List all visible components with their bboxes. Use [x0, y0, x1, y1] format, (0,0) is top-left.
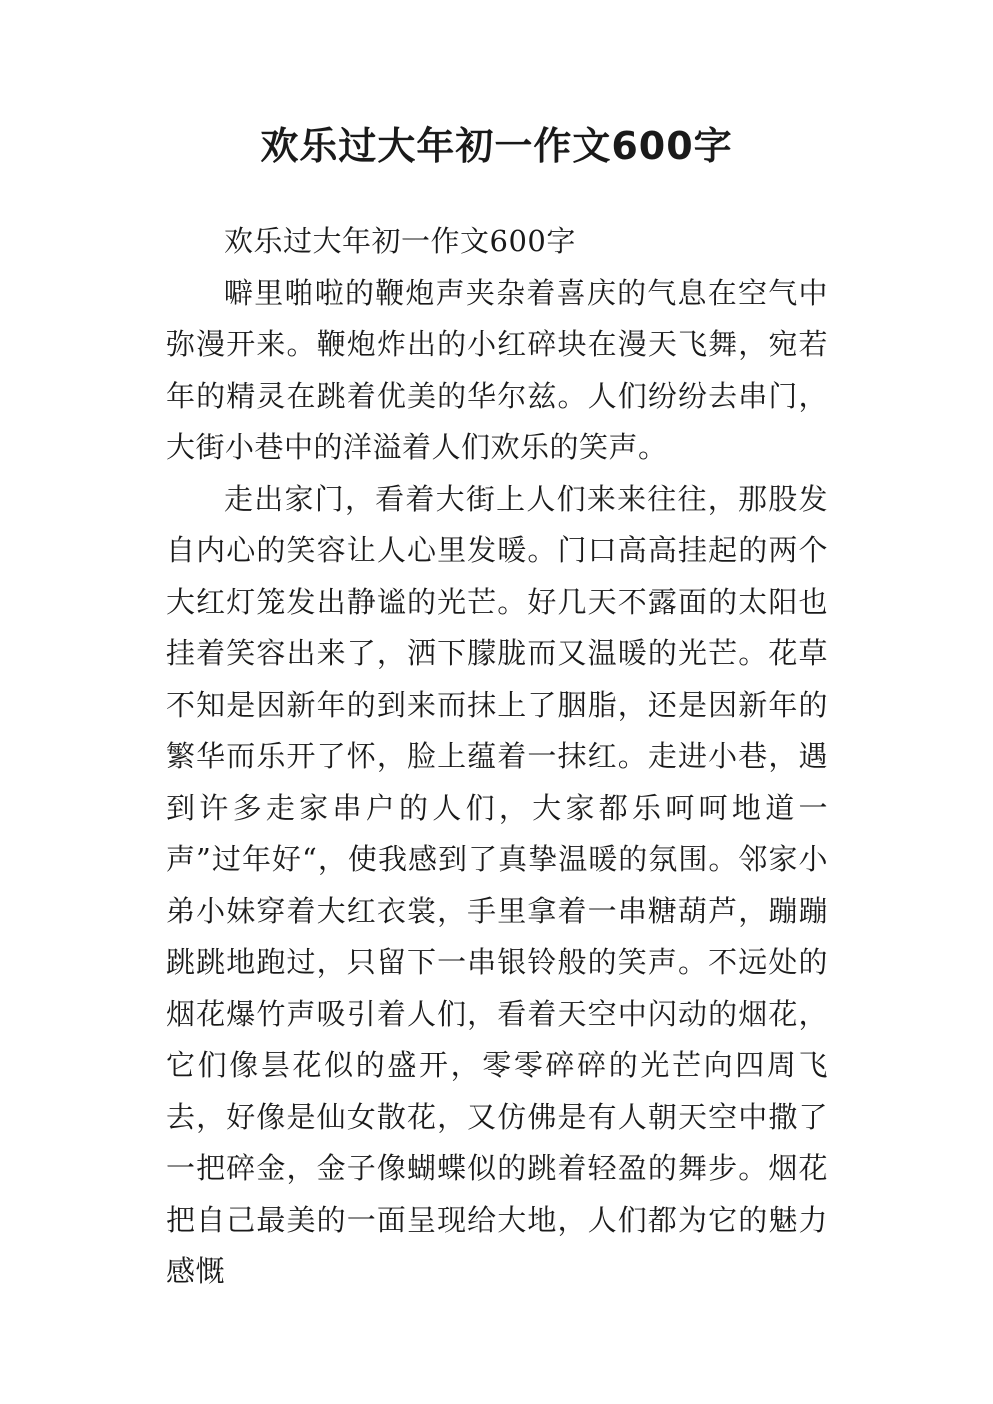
document-body	[166, 216, 828, 1298]
paragraph-subtitle: 欢乐过大年初一作文600字	[224, 224, 576, 258]
paragraph-firecrackers: 噼里啪啦的鞭炮声夹杂着喜庆的气息在空气中弥漫开来。鞭炮炸出的小红碎块在漫天飞舞，宛若年的精灵在跳着优美的华尔兹。人们纷纷去串门，大街小巷中的洋溢着人们欢乐的笑声。	[166, 275, 828, 464]
document-title: 欢乐过大年初一作文600字	[260, 124, 733, 168]
paragraph-street-scene: 走出家门，看着大街上人们来来往往，那股发自内心的笑容让人心里发暖。门口高高挂起的两个大红灯笼发出静谧的光芒。好几天不露面的太阳也挂着笑容出来了，洒下朦胧而又温暖的光芒。花草不知是因新年的到来而抹上了胭脂，还是因新年的繁华而乐开了怀，脸上蕴着一抹红。走进小巷，遇到许多走家串户的人们，大家都乐呵呵地道一声”过年好“，使我感到了真挚温暖的氛围。邻家小弟小妹穿着大红衣裳，手里拿着一串糖葫芦，蹦蹦跳跳地跑过，只留下一串银铃般的笑声。不远处的烟花爆竹声吸引着人们，看着天空中闪动的烟花，它们像昙花似的盛开，零零碎碎的光芒向四周飞去，好像是仙女散花，又仿佛是有人朝天空中撒了一把碎金，金子像蝴蝶似的跳着轻盈的舞步。烟花把自己最美的一面呈现给大地，人们都为它的魅力感慨	[166, 481, 828, 1288]
